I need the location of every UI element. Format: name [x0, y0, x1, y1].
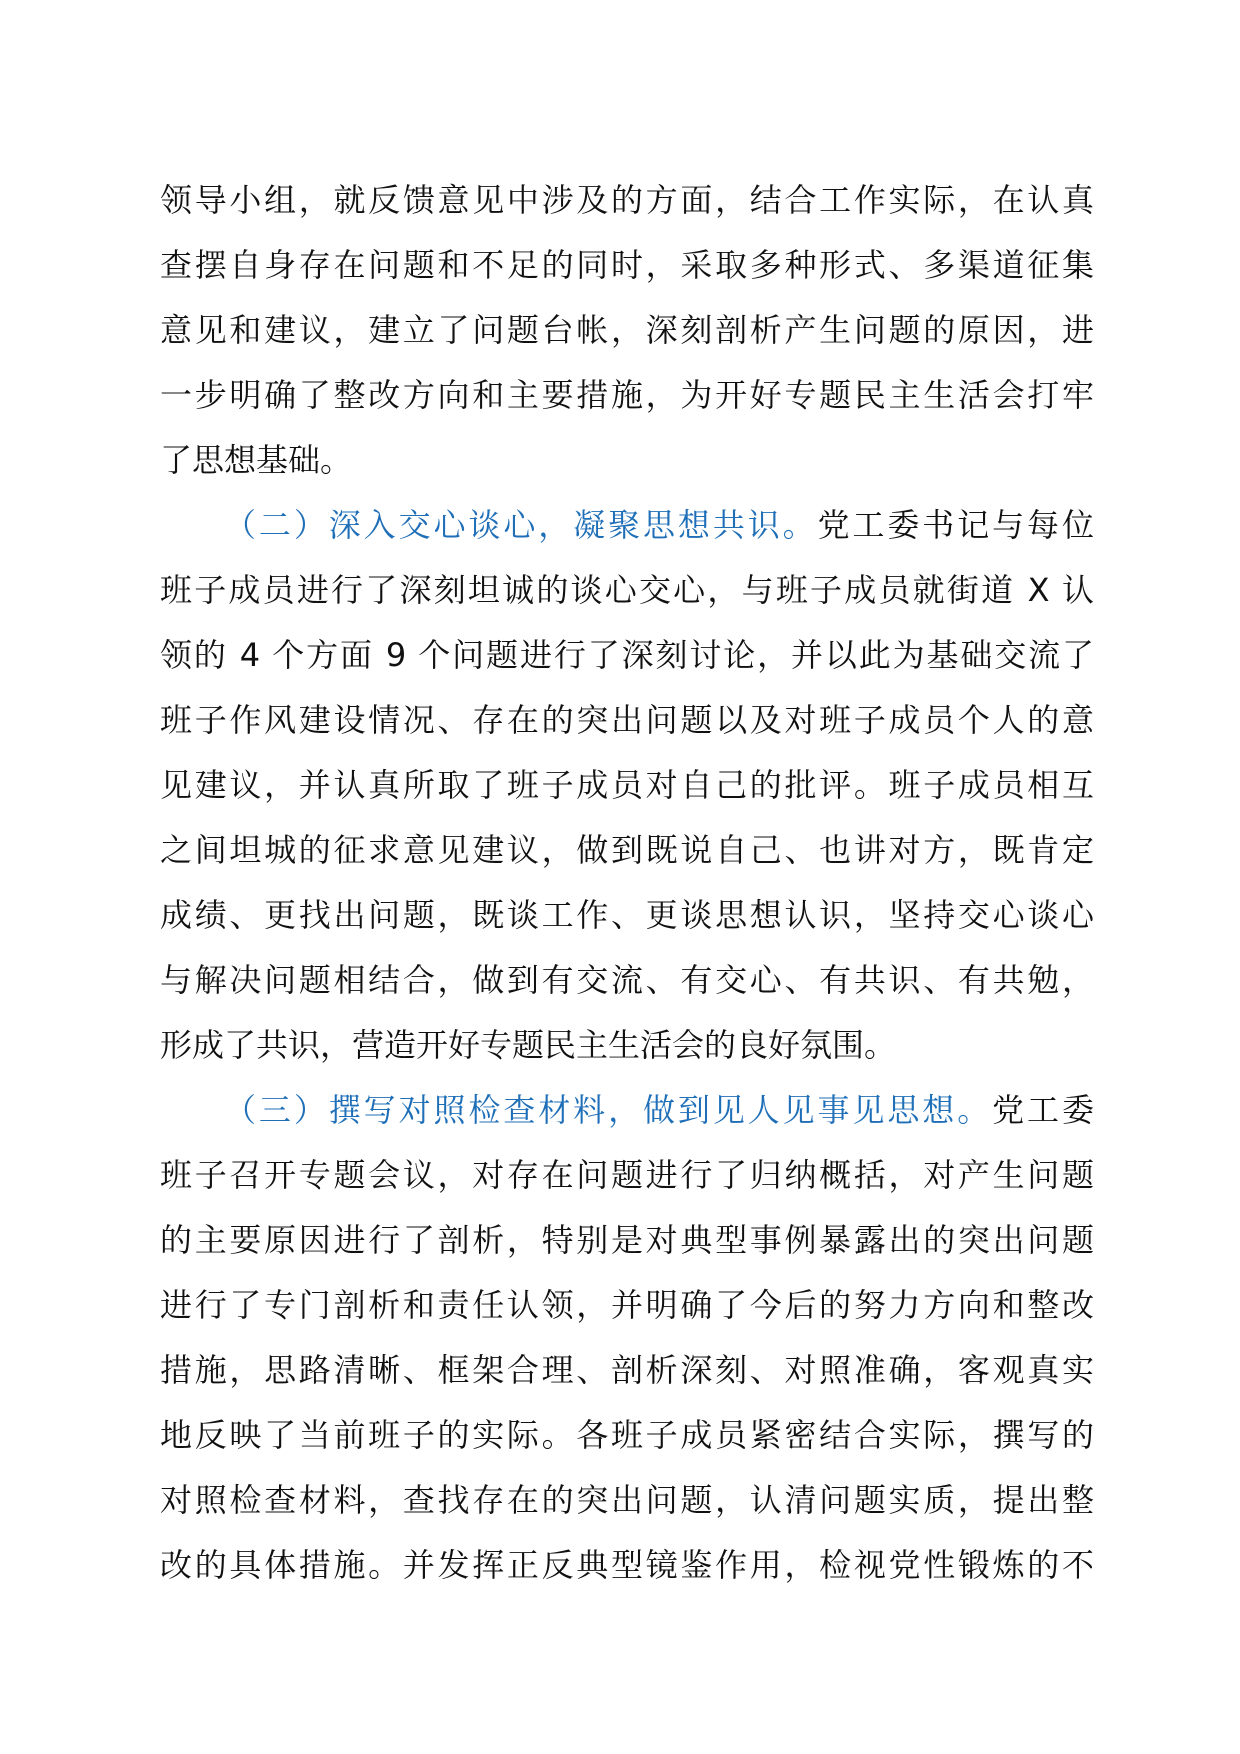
paragraph-line: 对照检查材料，查找存在的突出问题，认清问题实质，提出整	[160, 1481, 1094, 1519]
paragraph-line: 进行了专门剖析和责任认领，并明确了今后的努力方向和整改	[160, 1286, 1094, 1324]
paragraph-line: 成绩、更找出问题，既谈工作、更谈思想认识，坚持交心谈心	[160, 896, 1094, 934]
paragraph-line: 领的 4 个方面 9 个问题进行了深刻讨论，并以此为基础交流了	[160, 636, 1094, 674]
paragraph-1	[160, 168, 1094, 493]
paragraph-text: 党工委书记与每位	[817, 506, 1094, 544]
paragraph-line: 措施，思路清晰、框架合理、剖析深刻、对照准确，客观真实	[160, 1351, 1094, 1389]
section-heading: （三）撰写对照检查材料，做到见人见事见思想。	[224, 1091, 993, 1129]
paragraph-text: 党工委	[992, 1091, 1094, 1129]
paragraph-line: 查摆自身存在问题和不足的同时，采取多种形式、多渠道征集	[160, 246, 1094, 284]
paragraph-line: 的主要原因进行了剖析，特别是对典型事例暴露出的突出问题	[160, 1221, 1094, 1259]
paragraph-line: 改的具体措施。并发挥正反典型镜鉴作用，检视党性锻炼的不	[160, 1546, 1094, 1584]
paragraph-line: 见建议，并认真所取了班子成员对自己的批评。班子成员相互	[160, 766, 1094, 804]
paragraph-line: 意见和建议，建立了问题台帐，深刻剖析产生问题的原因，进	[160, 311, 1094, 349]
paragraph-line: 与解决问题相结合，做到有交流、有交心、有共识、有共勉，	[160, 961, 1094, 999]
paragraph-line: 班子成员进行了深刻坦诚的谈心交心，与班子成员就街道 X 认	[160, 571, 1094, 609]
document-page	[160, 168, 1094, 1598]
paragraph-3	[160, 1078, 1094, 1598]
paragraph-line: 一步明确了整改方向和主要措施，为开好专题民主生活会打牢	[160, 376, 1094, 414]
paragraph-line: 地反映了当前班子的实际。各班子成员紧密结合实际，撰写的	[160, 1416, 1094, 1454]
paragraph-line: 之间坦城的征求意见建议，做到既说自己、也讲对方，既肯定	[160, 831, 1094, 869]
paragraph-first-line	[160, 493, 1094, 558]
section-heading: （二）深入交心谈心，凝聚思想共识。	[224, 506, 818, 544]
paragraph-line: 了思想基础。	[160, 441, 353, 479]
paragraph-line: 班子召开专题会议，对存在问题进行了归纳概括，对产生问题	[160, 1156, 1094, 1194]
paragraph-line: 形成了共识，营造开好专题民主生活会的良好氛围。	[160, 1026, 897, 1064]
paragraph-2	[160, 493, 1094, 1078]
paragraph-line: 领导小组，就反馈意见中涉及的方面，结合工作实际，在认真	[160, 181, 1094, 219]
paragraph-line: 班子作风建设情况、存在的突出问题以及对班子成员个人的意	[160, 701, 1094, 739]
paragraph-first-line	[160, 1078, 1094, 1143]
